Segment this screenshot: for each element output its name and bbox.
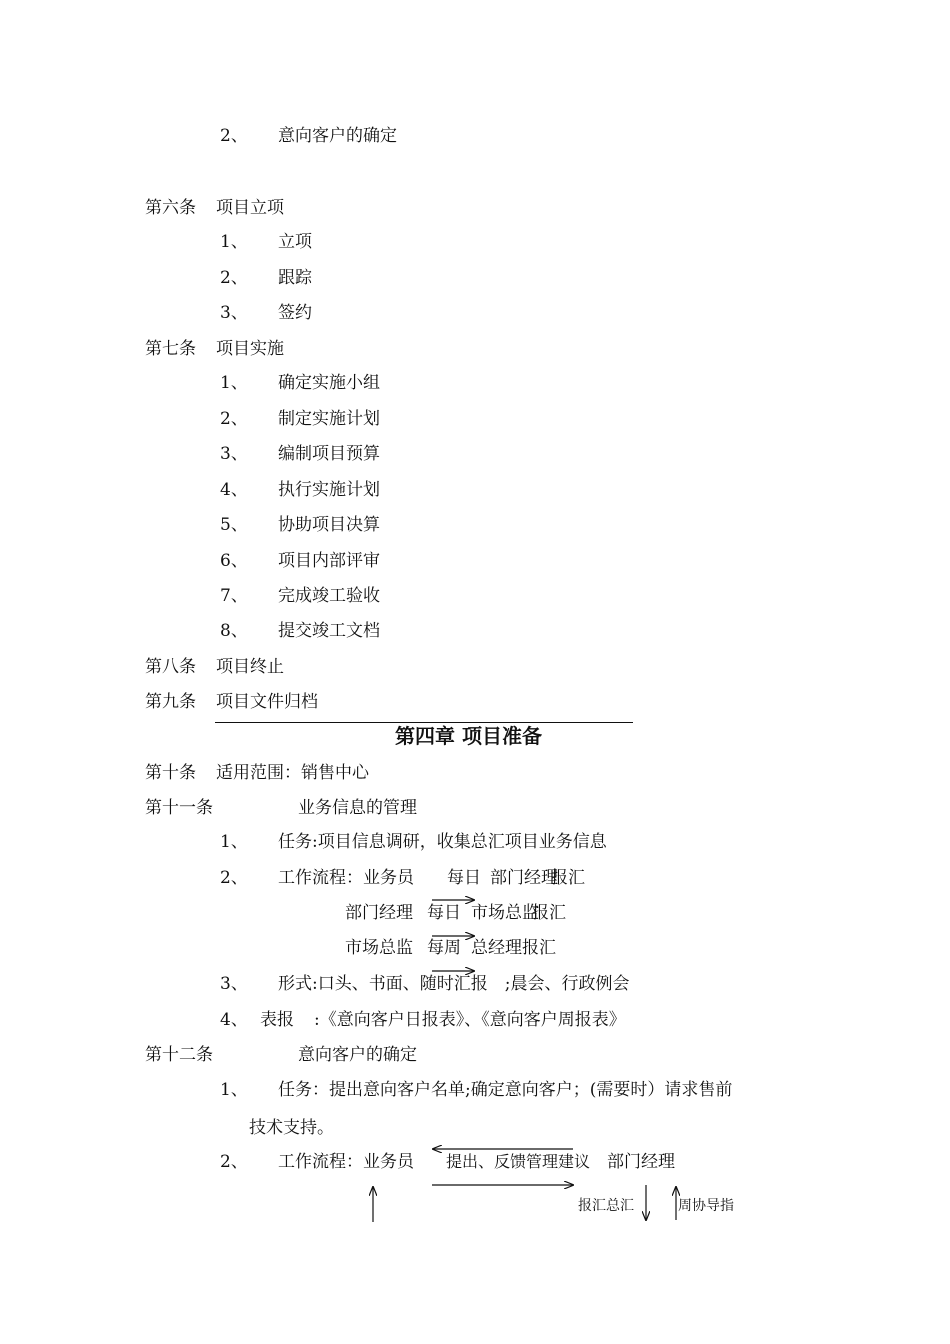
list-item-text: 执行实施计划 [278, 480, 380, 500]
article-7-label: 第七条 [145, 339, 196, 359]
form-text: 形式:口头、书面、随时汇报 ;晨会、行政例会 [278, 974, 630, 994]
list-item-text: 意向客户的确定 [278, 126, 397, 146]
list-item-text: 编制项目预算 [278, 444, 380, 464]
list-number: 3、 [220, 444, 248, 464]
list-number: 4、 [220, 1010, 248, 1030]
list-number: 2、 [220, 409, 248, 429]
article-6-title: 项目立项 [216, 198, 284, 218]
report-label: 表报 [260, 1010, 294, 1030]
article-6-label: 第六条 [145, 198, 196, 218]
article-8-label: 第八条 [145, 657, 196, 677]
flow-sender: 部门经理 [345, 903, 413, 923]
list-number: 8、 [220, 621, 248, 641]
list-number: 4、 [220, 480, 248, 500]
report-text: :《意向客户日报表》、《意向客户周报表》 [314, 1010, 626, 1030]
list-number: 2、 [220, 868, 248, 888]
list-item-text: 项目内部评审 [278, 551, 380, 571]
list-item-text: 制定实施计划 [278, 409, 380, 429]
flow-label: 工作流程：业务员 [278, 868, 414, 888]
flow-suffix: 报汇 [522, 938, 556, 958]
flow-recipient: 总经理 [471, 938, 522, 958]
task-text-continued: 技术支持。 [249, 1118, 334, 1138]
list-item-text: 立项 [278, 232, 312, 252]
flow-recipient: 部门经理 [607, 1152, 675, 1172]
list-item-text: 签约 [278, 303, 312, 323]
article-11-title: 业务信息的管理 [298, 798, 417, 818]
list-number: 5、 [220, 515, 248, 535]
list-number: 3、 [220, 974, 248, 994]
flow-suffix: 报汇 [551, 868, 585, 888]
article-7-title: 项目实施 [216, 339, 284, 359]
article-8-title: 项目终止 [216, 657, 284, 677]
list-item-text: 协助项目决算 [278, 515, 380, 535]
flow-frequency: 每日 [447, 868, 481, 888]
article-11-label: 第十一条 [145, 798, 213, 818]
list-number: 2、 [220, 268, 248, 288]
list-number: 1、 [220, 232, 248, 252]
list-number: 2、 [220, 126, 248, 146]
list-number: 6、 [220, 551, 248, 571]
flow-suffix: 报汇 [532, 903, 566, 923]
list-number: 1、 [220, 373, 248, 393]
flow-recipient: 部门经理 [490, 868, 558, 888]
list-number: 1、 [220, 1080, 248, 1100]
list-number: 3、 [220, 303, 248, 323]
flow-frequency: 每日 [427, 903, 461, 923]
article-12-title: 意向客户的确定 [298, 1045, 417, 1065]
list-item-text: 完成竣工验收 [278, 586, 380, 606]
task-text: 任务:项目信息调研，收集总汇项目业务信息 [278, 832, 607, 852]
flow-label: 工作流程：业务员 [278, 1152, 414, 1172]
chapter-heading: 第四章 项目准备 [395, 724, 542, 748]
flow-sender: 市场总监 [345, 938, 413, 958]
article-9-label: 第九条 [145, 692, 196, 712]
list-number: 1、 [220, 832, 248, 852]
flow-down-label: 报汇总汇 [578, 1198, 634, 1214]
article-10-label: 第十条 [145, 763, 196, 783]
list-number: 2、 [220, 1152, 248, 1172]
article-12-label: 第十二条 [145, 1045, 213, 1065]
task-text: 任务：提出意向客户名单;确定意向客户；(需要时）请求售前 [278, 1080, 733, 1100]
flow-up-label: 周协导指 [678, 1198, 734, 1214]
list-number: 7、 [220, 586, 248, 606]
list-item-text: 提交竣工文档 [278, 621, 380, 641]
list-item-text: 跟踪 [278, 268, 312, 288]
article-10-title: 适用范围：销售中心 [216, 763, 369, 783]
flow-frequency: 每周 [427, 938, 461, 958]
article-9-title: 项目文件归档 [216, 692, 318, 712]
flow-recipient: 市场总监 [471, 903, 539, 923]
list-item-text: 确定实施小组 [278, 373, 380, 393]
flow-arrow-text: 提出、反馈管理建议 [446, 1152, 591, 1171]
